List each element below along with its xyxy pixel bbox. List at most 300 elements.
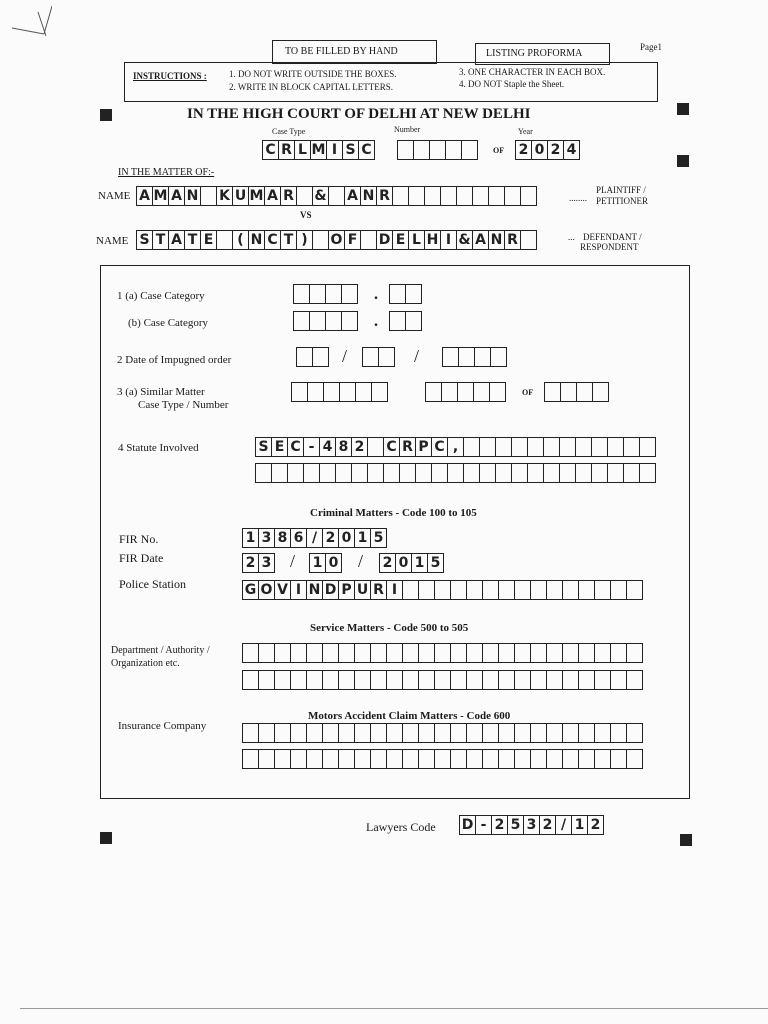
char-box[interactable]: A	[136, 186, 153, 206]
char-box[interactable]	[626, 643, 643, 663]
char-box[interactable]	[306, 723, 323, 743]
char-box[interactable]	[424, 186, 441, 206]
char-box[interactable]: I	[440, 230, 457, 250]
char-box[interactable]	[578, 749, 595, 769]
char-box[interactable]: 8	[274, 528, 291, 548]
char-box[interactable]: 1	[354, 528, 371, 548]
char-box[interactable]	[323, 382, 340, 402]
char-box[interactable]	[482, 749, 499, 769]
char-box[interactable]	[386, 749, 403, 769]
char-box[interactable]	[386, 643, 403, 663]
department-field-line2[interactable]	[243, 670, 643, 690]
char-box[interactable]	[408, 186, 425, 206]
char-box[interactable]	[578, 723, 595, 743]
char-box[interactable]	[461, 140, 478, 160]
char-box[interactable]: 2	[539, 815, 556, 835]
char-box[interactable]	[575, 463, 592, 483]
char-box[interactable]	[392, 186, 409, 206]
char-box[interactable]	[442, 347, 459, 367]
char-box[interactable]	[546, 749, 563, 769]
char-box[interactable]: /	[306, 528, 323, 548]
char-box[interactable]: 3	[258, 528, 275, 548]
char-box[interactable]	[322, 723, 339, 743]
char-box[interactable]	[450, 749, 467, 769]
char-box[interactable]: D	[459, 815, 476, 835]
char-box[interactable]	[479, 437, 496, 457]
char-box[interactable]	[623, 437, 640, 457]
char-box[interactable]: 2	[351, 437, 368, 457]
char-box[interactable]	[418, 643, 435, 663]
char-box[interactable]	[578, 643, 595, 663]
char-box[interactable]	[504, 186, 521, 206]
char-box[interactable]: A	[472, 230, 489, 250]
lawyers-code-field[interactable]	[460, 815, 604, 835]
char-box[interactable]	[354, 643, 371, 663]
char-box[interactable]	[371, 382, 388, 402]
case-year-field[interactable]	[516, 140, 580, 160]
char-box[interactable]	[354, 723, 371, 743]
char-box[interactable]	[578, 670, 595, 690]
char-box[interactable]	[383, 463, 400, 483]
char-box[interactable]: E	[271, 437, 288, 457]
char-box[interactable]	[472, 186, 489, 206]
case-category-a-field[interactable]	[294, 284, 358, 304]
fir-no-field[interactable]	[243, 528, 387, 548]
char-box[interactable]: G	[242, 580, 259, 600]
char-box[interactable]	[274, 749, 291, 769]
char-box[interactable]	[309, 284, 326, 304]
char-box[interactable]: C	[358, 140, 375, 160]
char-box[interactable]	[463, 437, 480, 457]
char-box[interactable]: O	[328, 230, 345, 250]
char-box[interactable]	[402, 723, 419, 743]
char-box[interactable]	[271, 463, 288, 483]
similar-matter-year-field[interactable]	[545, 382, 609, 402]
char-box[interactable]: I	[290, 580, 307, 600]
char-box[interactable]	[546, 580, 563, 600]
char-box[interactable]: (	[232, 230, 249, 250]
char-box[interactable]	[594, 643, 611, 663]
char-box[interactable]	[639, 437, 656, 457]
char-box[interactable]	[482, 670, 499, 690]
char-box[interactable]	[341, 311, 358, 331]
char-box[interactable]: I	[326, 140, 343, 160]
char-box[interactable]	[520, 186, 537, 206]
char-box[interactable]	[562, 643, 579, 663]
char-box[interactable]	[458, 347, 475, 367]
char-box[interactable]	[307, 382, 324, 402]
char-box[interactable]	[591, 437, 608, 457]
char-box[interactable]	[319, 463, 336, 483]
char-box[interactable]	[592, 382, 609, 402]
char-box[interactable]	[474, 347, 491, 367]
char-box[interactable]: H	[424, 230, 441, 250]
char-box[interactable]	[335, 463, 352, 483]
char-box[interactable]: -	[475, 815, 492, 835]
fir-year-field[interactable]	[380, 553, 444, 573]
char-box[interactable]	[360, 230, 377, 250]
char-box[interactable]	[578, 580, 595, 600]
char-box[interactable]	[325, 284, 342, 304]
char-box[interactable]	[466, 749, 483, 769]
char-box[interactable]	[482, 580, 499, 600]
char-box[interactable]: R	[278, 140, 295, 160]
char-box[interactable]	[425, 382, 442, 402]
char-box[interactable]	[610, 580, 627, 600]
char-box[interactable]: T	[184, 230, 201, 250]
char-box[interactable]	[312, 230, 329, 250]
char-box[interactable]: 2	[379, 553, 396, 573]
char-box[interactable]	[575, 437, 592, 457]
char-box[interactable]	[389, 284, 406, 304]
char-box[interactable]	[338, 749, 355, 769]
char-box[interactable]	[607, 463, 624, 483]
char-box[interactable]	[562, 749, 579, 769]
char-box[interactable]: N	[360, 186, 377, 206]
char-box[interactable]	[216, 230, 233, 250]
char-box[interactable]	[514, 749, 531, 769]
char-box[interactable]	[546, 723, 563, 743]
char-box[interactable]	[445, 140, 462, 160]
char-box[interactable]	[402, 643, 419, 663]
char-box[interactable]	[325, 311, 342, 331]
char-box[interactable]	[338, 670, 355, 690]
char-box[interactable]	[639, 463, 656, 483]
char-box[interactable]	[482, 643, 499, 663]
char-box[interactable]: R	[280, 186, 297, 206]
char-box[interactable]: N	[248, 230, 265, 250]
char-box[interactable]	[594, 580, 611, 600]
char-box[interactable]: 1	[411, 553, 428, 573]
char-box[interactable]	[466, 723, 483, 743]
char-box[interactable]: O	[258, 580, 275, 600]
char-box[interactable]	[543, 437, 560, 457]
char-box[interactable]	[402, 580, 419, 600]
char-box[interactable]: 2	[322, 528, 339, 548]
char-box[interactable]	[367, 437, 384, 457]
char-box[interactable]	[495, 437, 512, 457]
char-box[interactable]: &	[456, 230, 473, 250]
char-box[interactable]	[291, 382, 308, 402]
char-box[interactable]	[594, 670, 611, 690]
char-box[interactable]	[258, 749, 275, 769]
char-box[interactable]	[495, 463, 512, 483]
char-box[interactable]	[306, 670, 323, 690]
char-box[interactable]	[431, 463, 448, 483]
char-box[interactable]	[274, 723, 291, 743]
case-number-field[interactable]	[398, 140, 478, 160]
char-box[interactable]: R	[376, 186, 393, 206]
char-box[interactable]	[418, 723, 435, 743]
char-box[interactable]: D	[376, 230, 393, 250]
fir-day-field[interactable]	[243, 553, 275, 573]
char-box[interactable]	[429, 140, 446, 160]
char-box[interactable]: U	[232, 186, 249, 206]
char-box[interactable]: 0	[338, 528, 355, 548]
char-box[interactable]: 8	[335, 437, 352, 457]
insurance-field-line2[interactable]	[243, 749, 643, 769]
char-box[interactable]: 1	[571, 815, 588, 835]
char-box[interactable]: M	[153, 188, 168, 204]
char-box[interactable]	[378, 347, 395, 367]
char-box[interactable]	[370, 749, 387, 769]
char-box[interactable]: P	[338, 580, 355, 600]
char-box[interactable]: E	[392, 230, 409, 250]
char-box[interactable]	[514, 723, 531, 743]
char-box[interactable]	[418, 749, 435, 769]
char-box[interactable]	[473, 382, 490, 402]
char-box[interactable]	[274, 643, 291, 663]
char-box[interactable]	[450, 723, 467, 743]
char-box[interactable]: V	[274, 580, 291, 600]
char-box[interactable]: M	[249, 188, 264, 204]
char-box[interactable]	[498, 670, 515, 690]
char-box[interactable]	[527, 437, 544, 457]
petitioner-name-field[interactable]	[137, 186, 537, 206]
char-box[interactable]	[514, 643, 531, 663]
char-box[interactable]	[389, 311, 406, 331]
char-box[interactable]: U	[354, 580, 371, 600]
char-box[interactable]	[258, 643, 275, 663]
char-box[interactable]	[290, 723, 307, 743]
char-box[interactable]	[242, 670, 259, 690]
char-box[interactable]: 4	[563, 140, 580, 160]
char-box[interactable]	[362, 347, 379, 367]
char-box[interactable]	[607, 437, 624, 457]
char-box[interactable]: M	[311, 142, 326, 158]
char-box[interactable]: 3	[523, 815, 540, 835]
char-box[interactable]	[576, 382, 593, 402]
char-box[interactable]	[498, 580, 515, 600]
char-box[interactable]	[450, 670, 467, 690]
char-box[interactable]	[386, 670, 403, 690]
char-box[interactable]	[309, 311, 326, 331]
char-box[interactable]	[397, 140, 414, 160]
char-box[interactable]	[489, 382, 506, 402]
case-type-field[interactable]	[263, 140, 375, 160]
char-box[interactable]	[405, 311, 422, 331]
char-box[interactable]: 2	[587, 815, 604, 835]
char-box[interactable]	[466, 670, 483, 690]
char-box[interactable]	[386, 723, 403, 743]
char-box[interactable]: L	[408, 230, 425, 250]
char-box[interactable]	[626, 580, 643, 600]
char-box[interactable]	[293, 311, 310, 331]
char-box[interactable]	[418, 670, 435, 690]
char-box[interactable]	[287, 463, 304, 483]
char-box[interactable]	[623, 463, 640, 483]
char-box[interactable]: T	[152, 230, 169, 250]
char-box[interactable]: C	[383, 437, 400, 457]
char-box[interactable]	[514, 580, 531, 600]
char-box[interactable]	[530, 580, 547, 600]
char-box[interactable]	[626, 670, 643, 690]
char-box[interactable]	[296, 347, 313, 367]
char-box[interactable]	[441, 382, 458, 402]
statute-field-line1[interactable]	[256, 437, 656, 457]
char-box[interactable]	[591, 463, 608, 483]
char-box[interactable]	[511, 463, 528, 483]
char-box[interactable]	[255, 463, 272, 483]
char-box[interactable]	[296, 186, 313, 206]
char-box[interactable]	[418, 580, 435, 600]
char-box[interactable]	[339, 382, 356, 402]
char-box[interactable]	[520, 230, 537, 250]
char-box[interactable]	[610, 749, 627, 769]
char-box[interactable]: 4	[319, 437, 336, 457]
impugned-year-field[interactable]	[443, 347, 507, 367]
char-box[interactable]: 2	[242, 553, 259, 573]
char-box[interactable]: 0	[395, 553, 412, 573]
char-box[interactable]	[258, 723, 275, 743]
char-box[interactable]	[498, 723, 515, 743]
char-box[interactable]	[312, 347, 329, 367]
char-box[interactable]	[370, 670, 387, 690]
char-box[interactable]: N	[184, 186, 201, 206]
char-box[interactable]: 6	[290, 528, 307, 548]
char-box[interactable]	[322, 670, 339, 690]
char-box[interactable]	[626, 723, 643, 743]
char-box[interactable]	[544, 382, 561, 402]
char-box[interactable]	[402, 749, 419, 769]
char-box[interactable]: E	[200, 230, 217, 250]
similar-matter-type-field[interactable]	[292, 382, 388, 402]
char-box[interactable]	[466, 580, 483, 600]
statute-field-line2[interactable]	[256, 463, 656, 483]
char-box[interactable]	[370, 723, 387, 743]
char-box[interactable]: L	[294, 140, 311, 160]
char-box[interactable]	[367, 463, 384, 483]
char-box[interactable]: C	[431, 437, 448, 457]
department-field-line1[interactable]	[243, 643, 643, 663]
char-box[interactable]	[482, 723, 499, 743]
char-box[interactable]	[242, 643, 259, 663]
char-box[interactable]	[527, 463, 544, 483]
char-box[interactable]	[488, 186, 505, 206]
char-box[interactable]	[560, 382, 577, 402]
char-box[interactable]	[457, 382, 474, 402]
case-category-a-sub-field[interactable]	[390, 284, 422, 304]
char-box[interactable]	[306, 749, 323, 769]
case-category-b-sub-field[interactable]	[390, 311, 422, 331]
char-box[interactable]	[594, 723, 611, 743]
char-box[interactable]: 5	[507, 815, 524, 835]
char-box[interactable]: S	[342, 140, 359, 160]
char-box[interactable]	[402, 670, 419, 690]
char-box[interactable]: C	[287, 437, 304, 457]
char-box[interactable]: T	[280, 230, 297, 250]
char-box[interactable]: N	[306, 580, 323, 600]
char-box[interactable]: R	[370, 580, 387, 600]
char-box[interactable]	[562, 580, 579, 600]
char-box[interactable]	[490, 347, 507, 367]
char-box[interactable]	[498, 749, 515, 769]
char-box[interactable]	[546, 670, 563, 690]
char-box[interactable]: 5	[427, 553, 444, 573]
char-box[interactable]	[355, 382, 372, 402]
char-box[interactable]: /	[555, 815, 572, 835]
char-box[interactable]	[594, 749, 611, 769]
char-box[interactable]	[338, 643, 355, 663]
char-box[interactable]: I	[386, 580, 403, 600]
char-box[interactable]	[610, 643, 627, 663]
char-box[interactable]	[562, 670, 579, 690]
char-box[interactable]: A	[264, 186, 281, 206]
char-box[interactable]	[434, 643, 451, 663]
respondent-name-field[interactable]	[137, 230, 537, 250]
char-box[interactable]: 1	[242, 528, 259, 548]
char-box[interactable]	[303, 463, 320, 483]
char-box[interactable]	[434, 670, 451, 690]
char-box[interactable]	[514, 670, 531, 690]
char-box[interactable]: 2	[547, 140, 564, 160]
char-box[interactable]: &	[312, 186, 329, 206]
char-box[interactable]	[290, 643, 307, 663]
char-box[interactable]	[559, 437, 576, 457]
char-box[interactable]	[258, 670, 275, 690]
char-box[interactable]: C	[264, 230, 281, 250]
char-box[interactable]	[463, 463, 480, 483]
char-box[interactable]	[328, 186, 345, 206]
char-box[interactable]	[498, 643, 515, 663]
char-box[interactable]	[413, 140, 430, 160]
char-box[interactable]: 0	[531, 140, 548, 160]
char-box[interactable]	[530, 643, 547, 663]
char-box[interactable]	[447, 463, 464, 483]
char-box[interactable]: A	[168, 186, 185, 206]
char-box[interactable]: 2	[515, 140, 532, 160]
char-box[interactable]	[242, 723, 259, 743]
char-box[interactable]	[354, 749, 371, 769]
char-box[interactable]	[370, 643, 387, 663]
similar-matter-number-field[interactable]	[426, 382, 506, 402]
char-box[interactable]	[610, 670, 627, 690]
char-box[interactable]	[338, 723, 355, 743]
char-box[interactable]	[290, 749, 307, 769]
char-box[interactable]: N	[488, 230, 505, 250]
insurance-field-line1[interactable]	[243, 723, 643, 743]
char-box[interactable]: P	[415, 437, 432, 457]
char-box[interactable]: 5	[370, 528, 387, 548]
char-box[interactable]	[415, 463, 432, 483]
char-box[interactable]: 1	[309, 553, 326, 573]
char-box[interactable]	[306, 643, 323, 663]
impugned-month-field[interactable]	[363, 347, 395, 367]
police-station-field[interactable]	[243, 580, 643, 600]
impugned-day-field[interactable]	[297, 347, 329, 367]
char-box[interactable]	[341, 284, 358, 304]
char-box[interactable]: D	[322, 580, 339, 600]
char-box[interactable]: C	[262, 140, 279, 160]
fir-month-field[interactable]	[310, 553, 342, 573]
char-box[interactable]: F	[344, 230, 361, 250]
char-box[interactable]	[434, 580, 451, 600]
char-box[interactable]: A	[168, 230, 185, 250]
char-box[interactable]	[322, 749, 339, 769]
char-box[interactable]: ,	[447, 437, 464, 457]
char-box[interactable]	[543, 463, 560, 483]
char-box[interactable]	[290, 670, 307, 690]
char-box[interactable]	[322, 643, 339, 663]
char-box[interactable]	[511, 437, 528, 457]
char-box[interactable]	[351, 463, 368, 483]
char-box[interactable]: )	[296, 230, 313, 250]
char-box[interactable]	[274, 670, 291, 690]
char-box[interactable]: K	[216, 186, 233, 206]
char-box[interactable]	[530, 670, 547, 690]
char-box[interactable]: -	[303, 437, 320, 457]
char-box[interactable]: A	[344, 186, 361, 206]
